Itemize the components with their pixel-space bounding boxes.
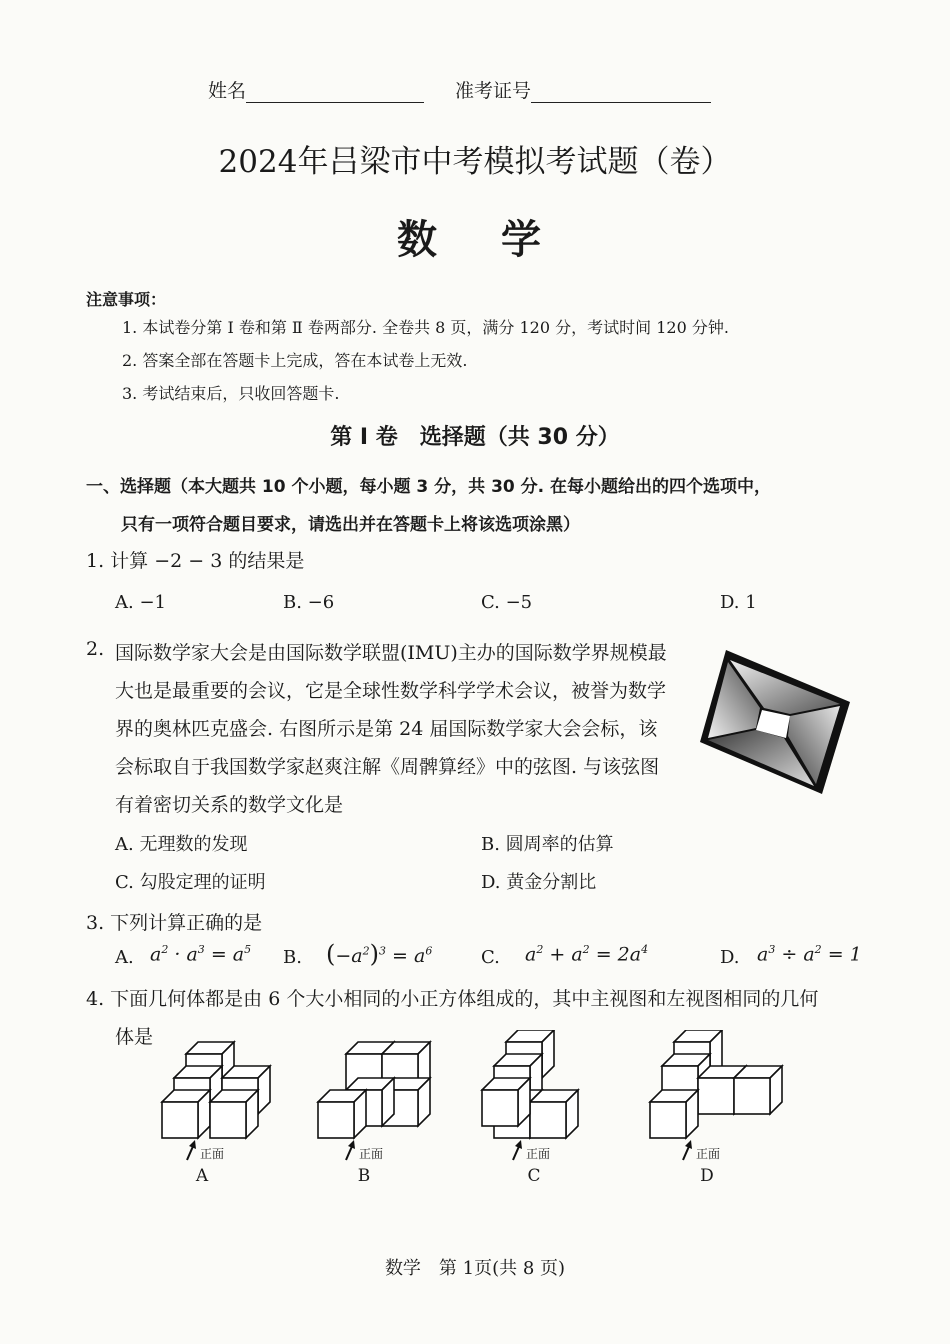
front-label: 正面 [200, 1147, 225, 1161]
front-arrow-icon [343, 1140, 357, 1162]
q2-line: 有着密切关系的数学文化是 [115, 794, 344, 816]
q1-option-a: A. −1 [115, 592, 166, 613]
congress-emblem-figure [698, 648, 852, 796]
front-arrow-icon [510, 1140, 524, 1162]
note-item: 2. 答案全部在答题卡上完成，答在本试卷上无效. [122, 351, 468, 370]
q2-option-c: C. 勾股定理的证明 [115, 872, 266, 893]
q1-option-b: B. −6 [283, 592, 335, 613]
figure-label-c: C [527, 1166, 541, 1186]
exam-id-blank [531, 102, 711, 103]
q2-option-a: A. 无理数的发现 [115, 834, 248, 855]
section-line-1: 一、选择题（本大题共 10 个小题，每小题 3 分，共 30 分. 在每小题给出的四个选项中， [86, 477, 772, 497]
exam-title: 2024年吕梁市中考模拟考试题（卷） [218, 144, 732, 180]
q3-option-d-label: D. [720, 947, 740, 968]
exam-id-field [455, 76, 711, 103]
figure-d-cubes [650, 1030, 782, 1138]
name-blank [246, 102, 424, 103]
q3-option-b-label: B. [283, 947, 302, 968]
q3-option-a-formula: $a^2 \cdot a^3 = a^5$ [150, 943, 252, 966]
q2-number: 2. [86, 638, 105, 660]
q2-option-d: D. 黄金分割比 [481, 872, 597, 893]
q2-option-b: B. 圆周率的估算 [481, 834, 614, 855]
note-item: 3. 考试结束后，只收回答题卡. [122, 384, 340, 403]
q3-option-c-label: C. [481, 947, 500, 968]
q2-line: 会标取自于我国数学家赵爽注解《周髀算经》中的弦图. 与该弦图 [115, 756, 660, 778]
q2-line: 国际数学家大会是由国际数学联盟(IMU)主办的国际数学界规模最 [115, 642, 667, 664]
page-footer: 数学 第 1页(共 8 页) [384, 1258, 566, 1279]
q1-stem: 1. 计算 −2 − 3 的结果是 [86, 550, 305, 572]
exam-id-label: 准考证号 [455, 80, 532, 102]
notes-heading: 注意事项： [86, 290, 167, 309]
figure-label-b: B [357, 1166, 371, 1186]
q4-line-1: 4. 下面几何体都是由 6 个大小相同的小正方体组成的，其中主视图和左视图相同的几何 [86, 988, 819, 1010]
subject-title: 数 学 [397, 217, 553, 263]
front-arrow-icon [184, 1140, 198, 1162]
figure-c-cubes [482, 1030, 578, 1138]
q1-option-c: C. −5 [481, 592, 533, 613]
figure-label-a: A [195, 1166, 209, 1186]
q3-option-a-label: A. [115, 947, 134, 968]
figure-a-cubes [162, 1042, 270, 1138]
figure-label-d: D [700, 1166, 714, 1186]
q4-line-2: 体是 [115, 1026, 154, 1048]
name-field [208, 76, 424, 103]
front-label: 正面 [359, 1147, 384, 1161]
note-item: 1. 本试卷分第 Ⅰ 卷和第 Ⅱ 卷两部分. 全卷共 8 页，满分 120 分，考试时间 120 分钟. [122, 318, 729, 337]
figure-b-cubes [318, 1042, 430, 1138]
front-label: 正面 [696, 1147, 721, 1161]
q2-line: 大也是最重要的会议，它是全球性数学科学学术会议，被誉为数学 [115, 680, 667, 702]
front-label: 正面 [526, 1147, 551, 1161]
cube-figures [150, 1030, 830, 1142]
section-line-2: 只有一项符合题目要求，请选出并在答题卡上将该选项涂黑） [121, 515, 580, 535]
name-label: 姓名 [208, 80, 247, 102]
q3-option-c-formula: $a^2 + a^2 = 2a^4$ [525, 943, 649, 966]
part-title: 第 Ⅰ 卷 选择题（共 30 分） [330, 425, 620, 450]
q3-option-d-formula: $a^3 \div a^2 = 1$ [757, 943, 862, 966]
q2-line: 界的奥林匹克盛会. 右图所示是第 24 届国际数学家大会会标，该 [115, 718, 658, 740]
front-arrow-icon [680, 1140, 694, 1162]
q3-stem: 3. 下列计算正确的是 [86, 912, 263, 934]
q1-option-d: D. 1 [720, 592, 757, 613]
q3-option-b-formula: $(-a^2)^3 = a^6$ [326, 940, 433, 968]
